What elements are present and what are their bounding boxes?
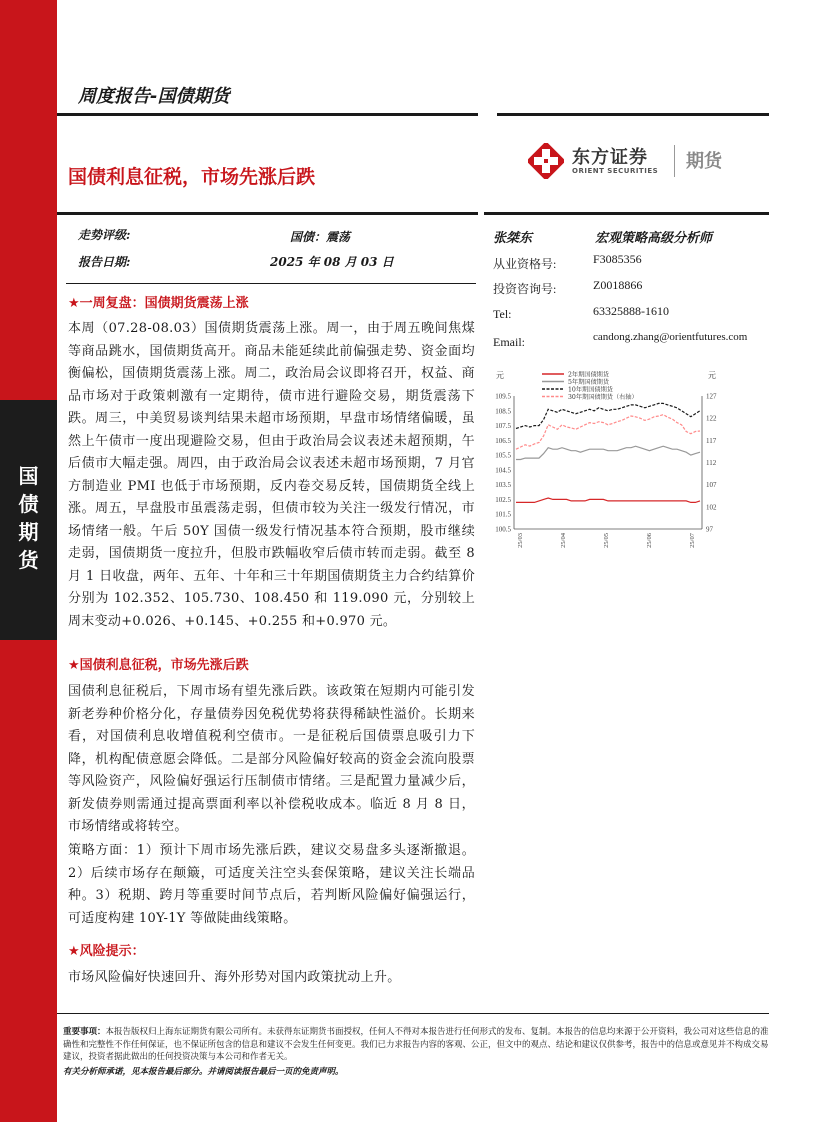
sidebar-char: 期 — [18, 520, 39, 544]
chart-right-tick-label: 112 — [706, 459, 717, 467]
chart-legend-label: 5年期国债期货 — [568, 378, 610, 386]
chart-legend-label: 2年期国债期货 — [568, 371, 610, 379]
logo-divider — [674, 145, 675, 177]
title-divider-left — [57, 212, 478, 215]
chart-legend-label: 30年期国债期货（右轴） — [568, 393, 638, 401]
chart-left-unit: 元 — [496, 371, 504, 380]
orient-securities-logo-icon — [528, 143, 564, 179]
sidebar-char: 债 — [18, 492, 39, 516]
qualification-value: F3085356 — [593, 252, 642, 266]
page-title: 国债利息征税，市场先涨后跌 — [68, 166, 316, 188]
sidebar-vertical-title — [0, 462, 57, 574]
chart-series-line — [516, 446, 700, 459]
qualification-label: 从业资格号: — [493, 257, 557, 271]
date-label: 报告日期: — [78, 255, 131, 269]
chart-left-tick-label: 104.5 — [495, 466, 511, 475]
orient-securities-logo — [528, 141, 738, 181]
header-divider-right — [497, 113, 769, 116]
chart-left-tick-label: 100.5 — [495, 525, 511, 534]
chart-legend-label: 10年期国债期货 — [568, 386, 613, 394]
chart-left-tick-label: 101.5 — [495, 510, 511, 519]
rating-label: 走势评级: — [78, 228, 131, 242]
view-paragraph: 国债利息征税后，下周市场有望先涨后跌。该政策在短期内可能引发新老券种价格分化，存量债券因免税优势将获得稀缺性溢价。长期来看，对国债利息收增值税利空债市。一是征税后国债票息吸引力下降，机构配债意愿会降低。二是部分风险偏好较高的资金会流向股票等风险资产，风险偏好强运行压制债市情绪。三是配置力量减少后，新发债券则需通过提高票面利率以补偿税收成本。临近 8 月 8 日，市场情绪或将转空。 — [68, 684, 475, 834]
strategy-paragraph: 策略方面：1）预计下周市场先涨后跌，建议交易盘多头逐渐撤退。2）后续市场存在颠簸，可适度关注空头套保策略，建议关注长端品种。3）税期、跨月等重要时间节点后，若判断风险偏好偏强运行，可适度构建 10Y-1Y 等做陡曲线策略。 — [68, 843, 475, 926]
logo-suffix: 期货 — [686, 151, 722, 172]
chart-x-tick-label: 25/05 — [603, 533, 610, 548]
chart-series-line — [516, 415, 700, 450]
chart-right-unit: 元 — [708, 371, 716, 380]
tel-label: Tel: — [493, 307, 512, 321]
review-paragraph: 本周（07.28-08.03）国债期货震荡上涨。周一，由于周五晚间焦煤等商品跳水，国债期货高开。商品未能延续此前偏强走势、资金面均衡偏松，国债期货震荡上涨。周二，政治局会议即将召开，权益、商品市场对于政策刺激有一定期待，债市进行避险交易，期货震荡下跌。周三，中美贸易谈判结果未超市场预期，早盘市场情绪偏暖，虽然上午债市一度出现避险交易，但由于政治局会议表述未超预期，午后债市大幅走强。周四，由于政治局会议表述未超市场预期，7 月官方制造业 PMI 也低于市场预期，反内卷交易反转，国债期货全线上涨。周五，早盘股市虽震荡走弱，但债市较为关注一级发行情况，市场情绪一般。午后 50Y 国债一级发行情况基本符合预期，股市继续走弱，国债期货一度拉升，但股市跌幅收窄后债市转而走弱。截至 8 月 1 日收盘，两年、五年、十年和三十年期国债期货主力合约结算价分别为 102.352、105.730、108.450 和 119.090 元，分别较上周末变动+0.026、+0.145、+0.255 和+0.970 元。 — [68, 321, 475, 629]
chart-left-tick-label: 108.5 — [495, 407, 511, 416]
chart-x-tick-label: 25/07 — [689, 533, 696, 548]
consulting-value: Z0018866 — [593, 278, 643, 292]
chart-right-tick-label: 117 — [706, 436, 717, 445]
chart-left-tick-label: 107.5 — [495, 422, 511, 431]
chart-x-tick-label: 25/04 — [560, 533, 567, 548]
date-value: 2025 年 08 月 03 日 — [270, 255, 394, 269]
chart-x-tick-label: 25/03 — [517, 533, 524, 548]
title-divider-right — [484, 212, 769, 215]
email-value[interactable]: candong.zhang@orientfutures.com — [593, 331, 748, 343]
notice-label: 重要事项： — [63, 1027, 106, 1037]
section-heading-review: ★一周复盘：国债期货震荡上涨 — [68, 296, 249, 311]
chart-x-tick-label: 25/06 — [646, 533, 653, 548]
chart-left-tick-label: 106.5 — [495, 436, 511, 445]
risk-paragraph: 市场风险偏好快速回升、海外形势对国内政策扰动上升。 — [68, 970, 401, 985]
chart-right-tick-label: 107 — [706, 481, 717, 490]
chart-right-tick-label: 127 — [706, 392, 717, 401]
sidebar-char: 国 — [18, 464, 39, 488]
header-divider-left — [57, 113, 478, 116]
bond-futures-chart — [484, 364, 729, 569]
section-heading-view: ★国债利息征税，市场先涨后跌 — [68, 658, 249, 673]
logo-cn-text: 东方证券 — [572, 147, 648, 168]
footer-divider — [57, 1013, 769, 1014]
notice-text: 本报告版权归上海东证期货有限公司所有。未获得东证期货书面授权，任何人不得对本报告进行任何形式的发布、复制。本报告的信息均来源于公开资料，我公司对这些信息的准确性和完整性不作任何保证，也不保证所包含的信息和建议不会发生任何变更。我们已力求报告内容的客观、公正，但文中的观点、结论和建议仅供参考，报告中的信息或意见并不构成交易建议，投资者据此做出的任何投资决策与本公司和作者无关。 — [63, 1027, 769, 1062]
chart-left-tick-label: 102.5 — [495, 495, 511, 504]
chart-series-line — [516, 498, 700, 502]
analyst-title: 宏观策略高级分析师 — [595, 231, 713, 246]
analyst-name: 张桀东 — [493, 231, 533, 246]
section-heading-risk: ★风险提示： — [68, 944, 145, 959]
email-label: Email: — [493, 335, 525, 349]
footer-commitment: 有关分析师承诺，见本报告最后部分。并请阅读报告最后一页的免责声明。 — [63, 1067, 344, 1077]
meta-divider — [66, 283, 476, 284]
sidebar-char: 货 — [18, 548, 39, 572]
chart-left-tick-label: 109.5 — [495, 392, 511, 401]
footer-notice — [63, 1026, 773, 1064]
report-type: 周度报告-国债期货 — [78, 86, 230, 107]
chart-right-tick-label: 102 — [706, 503, 717, 512]
consulting-label: 投资咨询号: — [493, 282, 557, 296]
tel-value: 63325888-1610 — [593, 304, 669, 318]
chart-right-tick-label: 97 — [706, 525, 713, 534]
chart-left-tick-label: 105.5 — [495, 451, 511, 460]
chart-left-tick-label: 103.5 — [495, 481, 511, 490]
chart-right-tick-label: 122 — [706, 414, 717, 423]
rating-value: 国债：震荡 — [290, 230, 351, 244]
logo-en-text: ORIENT SECURITIES — [572, 167, 659, 175]
